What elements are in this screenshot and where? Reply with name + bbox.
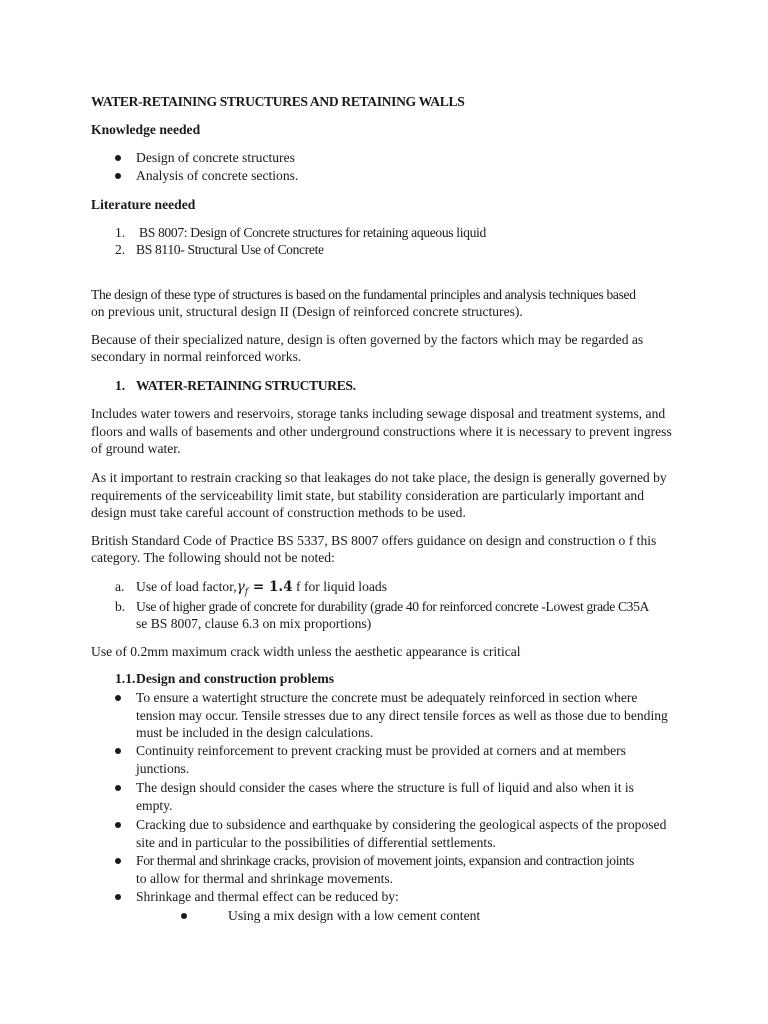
paragraph-line: The design of these type of structures is based on the fundamental principles and analysis techniques based (91, 287, 636, 302)
list-item-continued: se BS 8007, clause 6.3 on mix proportions) (136, 616, 372, 631)
list-item-continued: junctions. (136, 761, 190, 776)
bullet-icon (115, 894, 121, 900)
list-item-continued: tension may occur. Tensile stresses due to any direct tensile forces as well as those due to bending (136, 708, 668, 723)
subsection-number: 1.1. (115, 671, 136, 686)
bullet-icon (115, 155, 121, 161)
list-letter: b. (115, 599, 126, 614)
paragraph-line: floors and walls of basements and other underground constructions where it is necessary to prevent ingress (91, 424, 672, 439)
paragraph-line: As it important to restrain cracking so that leakages do not take place, the design is generally governed by (91, 470, 667, 485)
paragraph-line: requirements of the serviceability limit state, but stability consideration are particularly important and (91, 488, 645, 503)
list-item: Cracking due to subsidence and earthquake by considering the geological aspects of the proposed (136, 817, 667, 832)
bullet-icon (115, 785, 121, 791)
bullet-icon (115, 748, 121, 754)
list-item-continued: to allow for thermal and shrinkage movements. (136, 871, 394, 886)
list-number: 2. (115, 242, 126, 257)
list-item: Use of higher grade of concrete for durability (grade 40 for reinforced concrete -Lowest grade C35A (136, 599, 650, 614)
list-item: Design of concrete structures (136, 150, 295, 165)
subsection-heading: Design and construction problems (136, 671, 335, 686)
paragraph-line: of ground water. (91, 441, 181, 456)
list-item: Shrinkage and thermal effect can be reduced by: (136, 889, 399, 904)
paragraph-crack-width: Use of 0.2mm maximum crack width unless the aesthetic appearance is critical (91, 644, 521, 659)
knowledge-heading: Knowledge needed (91, 122, 201, 137)
bullet-icon (115, 695, 121, 701)
list-item-continued: site and in particular to the possibilities of differential settlements. (136, 835, 496, 850)
nested-list-item: Using a mix design with a low cement content (228, 908, 481, 923)
document-title: WATER-RETAINING STRUCTURES AND RETAINING WALLS (91, 94, 465, 109)
list-item: To ensure a watertight structure the concrete must be adequately reinforced in section where (136, 690, 638, 705)
section-number: 1. (115, 378, 126, 393)
paragraph-line: British Standard Code of Practice BS 5337, BS 8007 offers guidance on design and construction o f this (91, 533, 657, 548)
bullet-icon (115, 822, 121, 828)
paragraph-line: Includes water towers and reservoirs, storage tanks including sewage disposal and treatment systems, and (91, 406, 666, 421)
list-item-continued: empty. (136, 798, 173, 813)
bullet-icon (181, 913, 187, 919)
list-number: 1. (115, 225, 126, 240)
list-item: BS 8110- Structural Use of Concrete (136, 242, 324, 257)
list-item: For thermal and shrinkage cracks, provision of movement joints, expansion and contraction joints (136, 853, 634, 868)
paragraph-line: design must take careful account of construction methods to be used. (91, 505, 466, 520)
list-item: Analysis of concrete sections. (136, 168, 299, 183)
literature-heading: Literature needed (91, 197, 196, 212)
list-letter: a. (115, 579, 125, 594)
paragraph-line: Because of their specialized nature, design is often governed by the factors which may be regarded as (91, 332, 644, 347)
list-item: The design should consider the cases where the structure is full of liquid and also when it is (136, 780, 634, 795)
list-item: Use of load $factor,\gamma_f = 1.4$ f for liquid loads (136, 579, 388, 598)
bullet-icon (115, 858, 121, 864)
list-item: Continuity reinforcement to prevent cracking must be provided at corners and at members (136, 743, 626, 758)
bullet-icon (115, 173, 121, 179)
list-item-continued: must be included in the design calculations. (136, 725, 374, 740)
paragraph-line: secondary in normal reinforced works. (91, 349, 302, 364)
paragraph-line: category. The following should not be noted: (91, 550, 335, 565)
paragraph-line: on previous unit, structural design II (Design of reinforced concrete structures). (91, 304, 523, 319)
section-heading: WATER-RETAINING STRUCTURES. (136, 378, 356, 393)
list-item: BS 8007: Design of Concrete structures for retaining aqueous liquid (139, 225, 486, 240)
